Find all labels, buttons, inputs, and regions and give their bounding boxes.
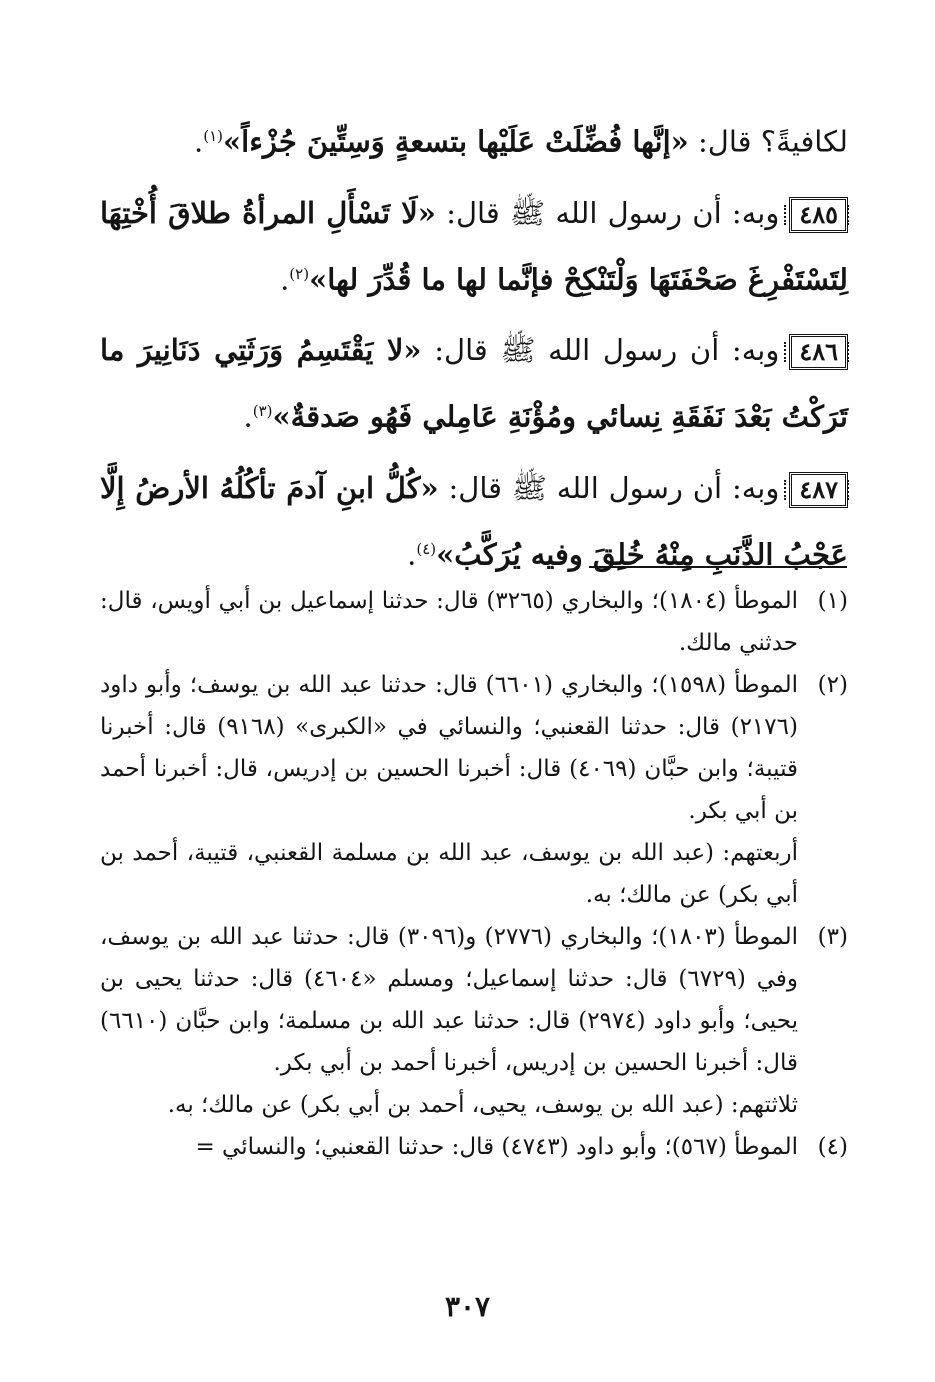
footnotes <box>100 580 848 1168</box>
footnote-line: الموطأ (١٨٠٤)؛ والبخاري (٣٢٦٥) قال: حدثنا إسماعيل بن أبي أويس، قال: حدثني مالك. <box>100 588 798 656</box>
footnote-body <box>100 664 798 916</box>
end-mark: . <box>194 124 204 159</box>
page-number: ٣٠٧ <box>444 1290 491 1323</box>
end-mark: . <box>407 537 417 572</box>
footnote <box>100 580 848 664</box>
end-mark: . <box>280 262 290 297</box>
footnote-ref: (٤) <box>416 539 437 558</box>
main-text <box>100 106 848 596</box>
hadith-485 <box>100 183 848 311</box>
hadith-486 <box>100 320 848 448</box>
footnote-body <box>100 916 798 1126</box>
footnote-mark: (٢) <box>817 672 848 698</box>
footnote <box>100 1126 848 1168</box>
footnote-mark: (٤) <box>817 1134 848 1160</box>
lead-text: وبه: أن رسول الله ﷺ قال: <box>421 333 780 368</box>
hadith-text: «لَا تَسْأَلِ المرأةُ طلاقَ أُخْتِهَا لِتَسْتَفْرِغَ صَحْفَتَهَا وَلْتَنْكِحْ فإنَّما لها ما قُدِّرَ لها» <box>100 195 848 297</box>
footnote-ref: (٣) <box>252 402 273 421</box>
paragraph-continuation <box>100 106 848 173</box>
footnote-mark: (١) <box>817 588 848 614</box>
hadith-text: «إنَّها فُضِّلَتْ عَلَيْها بتسعةٍ وَسِتِّينَ جُزْءاً» <box>223 124 689 159</box>
footnote <box>100 916 848 1126</box>
lead-text: لكافيةً؟ قال: <box>688 124 848 159</box>
hadith-number-badge: ٤٨٥ <box>789 197 848 233</box>
hadith-text: «لا يَقْتَسِمُ وَرَثَتِي دَنَانِيرَ ما تَرَكْتُ بَعْدَ نَفَقَةِ نِسائي ومُؤْنَةِ عَامِلي فَهُو صَدقةٌ» <box>100 333 848 434</box>
lead-text: وبه: أن رسول الله ﷺ قال: <box>435 195 780 230</box>
lead-text: وبه: أن رسول الله ﷺ قال: <box>438 470 780 505</box>
footnote-line: أربعتهم: (عبد الله بن يوسف، عبد الله بن مسلمة القعنبي، قتيبة، أحمد بن أبي بكر) عن مالك؛ به. <box>100 840 798 908</box>
footnote-ref: (١) <box>203 127 224 145</box>
end-mark: . <box>243 399 253 434</box>
footnote-line: الموطأ (١٨٠٣)؛ والبخاري (٢٧٧٦) و(٣٠٩٦) قال: حدثنا عبد الله بن يوسف، وفي (٦٧٢٩) قال: حدثنا إسماعيل؛ ومسلم «٤٦٠٤) قال: حدثنا يحيى بن يحيى؛ وأبو داود (٢٩٧٤) قال: حدثنا عبد الله بن مسلمة؛ وابن حبَّان (٦٦١٠) قال: أخبرنا الحسين بن إدريس، أخبرنا أحمد بن أبي بكر. <box>100 924 798 1076</box>
hadith-text: «كُلُّ ابنِ آدمَ تأكُلُهُ الأرضُ إِلَّا عَجْبُ الذَّنَبِ مِنْهُ خُلِقَ وفيه يُرَكَّبُ» <box>100 470 848 572</box>
footnote-line: الموطأ (٥٦٧)؛ وأبو داود (٤٧٤٣) قال: حدثنا القعنبي؛ والنسائي = <box>195 1134 798 1160</box>
footnote-body <box>100 580 798 664</box>
hadith-number-badge: ٤٨٧ <box>789 472 848 508</box>
hadith-number-badge: ٤٨٦ <box>789 334 848 370</box>
footnote-line: الموطأ (١٥٩٨)؛ والبخاري (٦٦٠١) قال: حدثنا عبد الله بن يوسف؛ وأبو داود (٢١٧٦) قال: حدثنا القعنبي؛ والنسائي في «الكبرى» (٩١٦٨) قال: أخبرنا قتيبة؛ وابن حبَّان (٤٠٦٩) قال: أخبرنا الحسين بن إدريس، قال: أخبرنا أحمد بن أبي بكر. <box>100 672 799 824</box>
footnote-line: ثلاثتهم: (عبد الله بن يوسف، يحيى، أحمد بن أبي بكر) عن مالك؛ به. <box>167 1092 798 1118</box>
footnote-mark: (٣) <box>817 924 848 950</box>
footnote-body <box>100 1126 798 1168</box>
footnote-divider <box>589 566 847 568</box>
footnote-ref: (٢) <box>289 264 310 283</box>
footnote <box>100 664 848 916</box>
